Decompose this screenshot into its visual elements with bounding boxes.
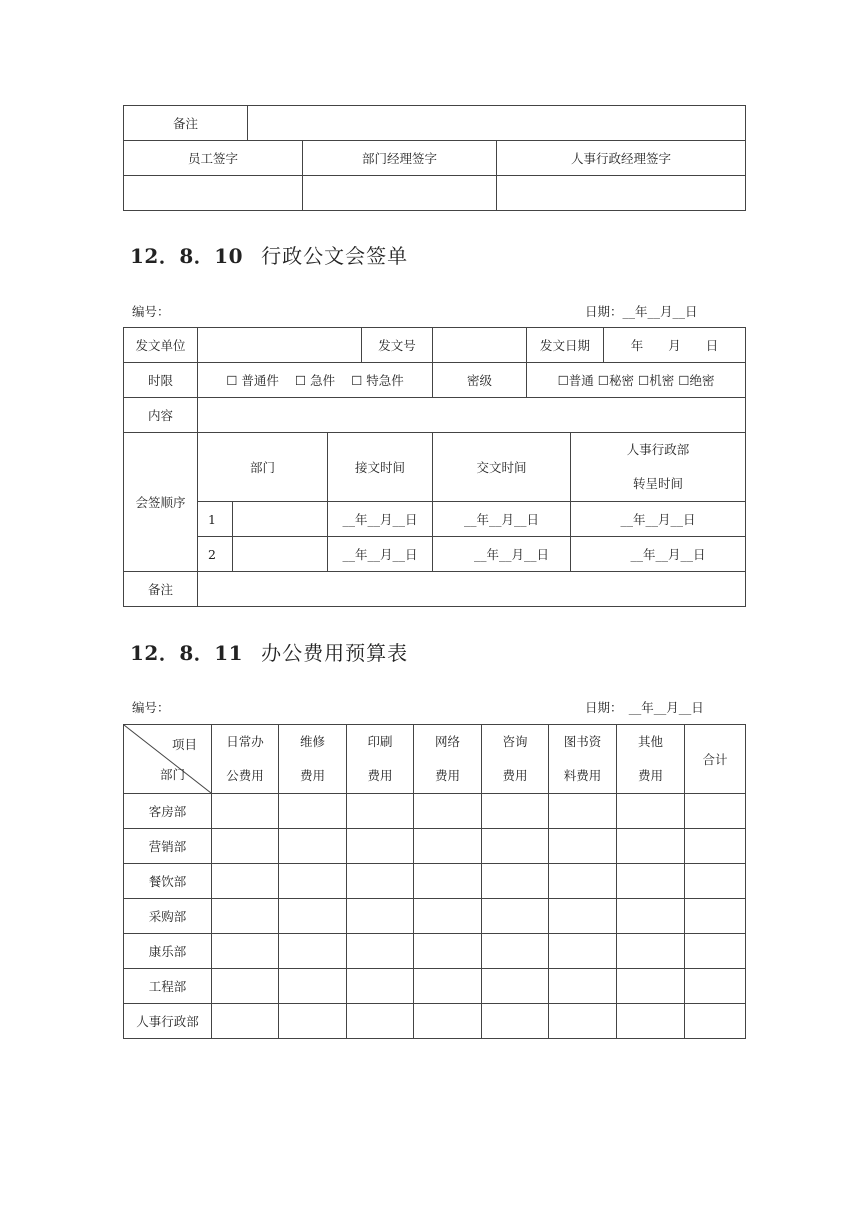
budget-cell[interactable] (482, 899, 549, 934)
budget-cell[interactable] (212, 899, 279, 934)
checkbox-urgent[interactable]: ☐ 急件 (294, 373, 336, 388)
budget-cell[interactable] (617, 864, 685, 899)
signature-table (123, 105, 746, 211)
dept-name: 康乐部 (124, 934, 212, 969)
table-row (124, 969, 746, 1004)
order-submit-time[interactable]: __年__月__日 (433, 537, 571, 572)
remark-field[interactable] (198, 572, 746, 607)
checkbox-public[interactable]: ☐普通 (557, 373, 594, 388)
section-heading-office-budget (130, 637, 408, 666)
office-budget-table (123, 724, 746, 1039)
doc-number-field[interactable] (433, 328, 527, 363)
budget-cell[interactable] (482, 864, 549, 899)
corner-item-label: 项目 (171, 737, 197, 752)
checkbox-secret[interactable]: ☐秘密 (597, 373, 635, 388)
employee-sign-field[interactable] (124, 176, 303, 211)
budget-cell[interactable] (414, 794, 482, 829)
budget-cell[interactable] (212, 934, 279, 969)
col-header-consulting: 咨询 费用 (482, 725, 549, 794)
issuing-unit-label: 发文单位 (124, 328, 198, 363)
time-limit-options (198, 363, 433, 398)
budget-cell[interactable] (212, 1004, 279, 1039)
content-label: 内容 (124, 398, 198, 433)
budget-cell[interactable] (414, 864, 482, 899)
budget-cell[interactable] (347, 864, 414, 899)
hr-manager-sign-header: 人事行政经理签字 (497, 141, 746, 176)
table-row (124, 864, 746, 899)
budget-body (124, 794, 746, 1039)
dept-header: 部门 (198, 433, 328, 502)
col-header-books: 图书资 料费用 (549, 725, 617, 794)
time-limit-label: 时限 (124, 363, 198, 398)
budget-cell[interactable] (347, 969, 414, 1004)
receive-time-header: 接文时间 (328, 433, 433, 502)
order-hr-time[interactable]: __年__月__日 (571, 537, 746, 572)
budget-cell[interactable] (617, 899, 685, 934)
table-row (124, 1004, 746, 1039)
code-label: 编号： (132, 700, 170, 715)
corner-dept-label: 部门 (160, 767, 186, 782)
doc-number-label: 发文号 (362, 328, 433, 363)
checkbox-normal[interactable]: ☐ 普通件 (226, 373, 279, 388)
budget-cell[interactable] (347, 1004, 414, 1039)
checkbox-top-secret[interactable]: ☐绝密 (678, 373, 715, 388)
budget-cell[interactable] (482, 794, 549, 829)
budget-cell[interactable] (414, 934, 482, 969)
code-label: 编号： (132, 304, 170, 319)
dept-name: 采购部 (124, 899, 212, 934)
budget-cell[interactable] (549, 934, 617, 969)
secret-level-label: 密级 (433, 363, 527, 398)
budget-cell[interactable] (549, 794, 617, 829)
budget-cell[interactable] (482, 969, 549, 1004)
budget-cell[interactable] (279, 864, 347, 899)
remark-label: 备注 (124, 572, 198, 607)
budget-cell[interactable] (212, 864, 279, 899)
dept-manager-sign-field[interactable] (303, 176, 497, 211)
table-row (124, 934, 746, 969)
budget-cell[interactable] (279, 899, 347, 934)
order-hr-time[interactable]: __年__月__日 (571, 502, 746, 537)
budget-cell[interactable] (482, 934, 549, 969)
submit-time-header: 交文时间 (433, 433, 571, 502)
budget-cell[interactable] (279, 934, 347, 969)
table-row (124, 794, 746, 829)
date-label: 日期： __年__月__日 (585, 700, 704, 715)
budget-cell[interactable] (685, 864, 746, 899)
budget-cell[interactable] (414, 899, 482, 934)
budget-cell[interactable] (617, 934, 685, 969)
col-header-network: 网络 费用 (414, 725, 482, 794)
content-field[interactable] (198, 398, 746, 433)
budget-cell[interactable] (347, 829, 414, 864)
budget-cell[interactable] (549, 864, 617, 899)
col-header-maintenance: 维修 费用 (279, 725, 347, 794)
dept-name: 人事行政部 (124, 1004, 212, 1039)
budget-cell[interactable] (212, 829, 279, 864)
hr-forward-time-header: 人事行政部 转呈时间 (571, 433, 746, 502)
table-row (124, 537, 746, 572)
budget-cell[interactable] (549, 899, 617, 934)
budget-cell[interactable] (279, 969, 347, 1004)
budget-cell[interactable] (279, 1004, 347, 1039)
order-dept-field[interactable] (233, 537, 328, 572)
budget-cell[interactable] (212, 794, 279, 829)
dept-name: 营销部 (124, 829, 212, 864)
order-dept-field[interactable] (233, 502, 328, 537)
budget-cell[interactable] (347, 794, 414, 829)
dept-name: 餐饮部 (124, 864, 212, 899)
budget-cell[interactable] (617, 829, 685, 864)
date-label: 日期：__年__月__日 (585, 304, 698, 319)
order-receive-time[interactable]: __年__月__日 (328, 537, 433, 572)
budget-cell[interactable] (347, 899, 414, 934)
budget-cell[interactable] (549, 969, 617, 1004)
budget-cell[interactable] (414, 1004, 482, 1039)
order-receive-time[interactable]: __年__月__日 (328, 502, 433, 537)
checkbox-confidential[interactable]: ☐机密 (638, 373, 675, 388)
doc-date-field[interactable]: 年 月 日 (604, 328, 746, 363)
budget-cell[interactable] (685, 829, 746, 864)
table-row (124, 502, 746, 537)
budget-cell[interactable] (279, 829, 347, 864)
col-header-other: 其他 费用 (617, 725, 685, 794)
remark-label: 备注 (124, 106, 248, 141)
section-number: 12．8．10 (130, 244, 244, 268)
budget-cell[interactable] (617, 1004, 685, 1039)
remark-field[interactable] (248, 106, 746, 141)
budget-cell[interactable] (685, 794, 746, 829)
sign-order-label: 会签顺序 (124, 433, 198, 572)
budget-cell[interactable] (617, 969, 685, 1004)
budget-cell[interactable] (212, 969, 279, 1004)
budget-cell[interactable] (685, 969, 746, 1004)
col-header-total: 合计 (685, 725, 746, 794)
table-row (124, 829, 746, 864)
budget-cell[interactable] (279, 794, 347, 829)
budget-cell[interactable] (617, 794, 685, 829)
budget-cell[interactable] (347, 934, 414, 969)
budget-cell[interactable] (549, 829, 617, 864)
col-header-daily-office: 日常办 公费用 (212, 725, 279, 794)
budget-cell[interactable] (685, 934, 746, 969)
dept-name: 客房部 (124, 794, 212, 829)
document-sign-table (123, 327, 746, 607)
section-title: 办公费用预算表 (261, 641, 409, 665)
dept-name: 工程部 (124, 969, 212, 1004)
budget-cell[interactable] (414, 829, 482, 864)
budget-cell[interactable] (549, 1004, 617, 1039)
order-number: 1 (198, 502, 233, 537)
secret-level-options (527, 363, 746, 398)
doc-date-label: 发文日期 (527, 328, 604, 363)
corner-header-cell (124, 725, 212, 794)
section-heading-document-sign (130, 240, 408, 269)
section-title: 行政公文会签单 (261, 244, 409, 268)
table-row (124, 899, 746, 934)
order-number: 2 (198, 537, 233, 572)
budget-cell[interactable] (482, 1004, 549, 1039)
col-header-printing: 印刷 费用 (347, 725, 414, 794)
budget-cell[interactable] (482, 829, 549, 864)
checkbox-very-urgent[interactable]: ☐ 特急件 (351, 373, 404, 388)
employee-sign-header: 员工签字 (124, 141, 303, 176)
order-submit-time[interactable]: __年__月__日 (433, 502, 571, 537)
hr-manager-sign-field[interactable] (497, 176, 746, 211)
budget-cell[interactable] (685, 1004, 746, 1039)
dept-manager-sign-header: 部门经理签字 (303, 141, 497, 176)
budget-cell[interactable] (685, 899, 746, 934)
budget-cell[interactable] (414, 969, 482, 1004)
issuing-unit-field[interactable] (198, 328, 362, 363)
section-number: 12．8．11 (130, 641, 244, 665)
